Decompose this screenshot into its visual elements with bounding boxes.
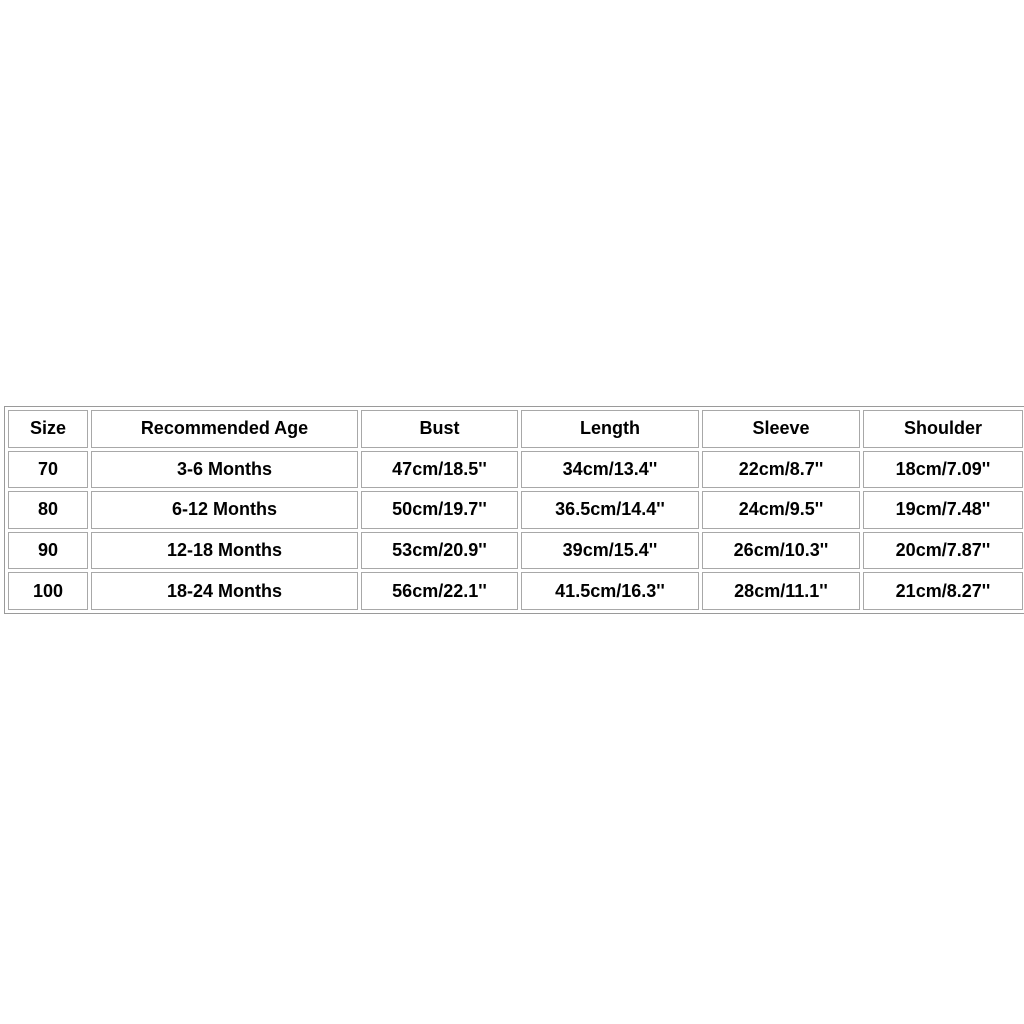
cell-size: 80	[8, 491, 88, 529]
cell-length: 34cm/13.4''	[521, 451, 699, 489]
cell-recommended-age: 12-18 Months	[91, 532, 358, 570]
cell-bust: 56cm/22.1''	[361, 572, 518, 610]
cell-shoulder: 18cm/7.09''	[863, 451, 1023, 489]
cell-recommended-age: 18-24 Months	[91, 572, 358, 610]
table-row	[8, 491, 1023, 529]
table-row	[8, 532, 1023, 570]
cell-length: 36.5cm/14.4''	[521, 491, 699, 529]
cell-size: 90	[8, 532, 88, 570]
header-length: Length	[521, 410, 699, 448]
cell-recommended-age: 6-12 Months	[91, 491, 358, 529]
cell-recommended-age: 3-6 Months	[91, 451, 358, 489]
header-recommended-age: Recommended Age	[91, 410, 358, 448]
cell-bust: 53cm/20.9''	[361, 532, 518, 570]
table-row	[8, 572, 1023, 610]
cell-bust: 47cm/18.5''	[361, 451, 518, 489]
cell-sleeve: 22cm/8.7''	[702, 451, 860, 489]
header-size: Size	[8, 410, 88, 448]
table-row	[8, 451, 1023, 489]
header-bust: Bust	[361, 410, 518, 448]
cell-size: 100	[8, 572, 88, 610]
cell-shoulder: 20cm/7.87''	[863, 532, 1023, 570]
cell-shoulder: 19cm/7.48''	[863, 491, 1023, 529]
cell-length: 41.5cm/16.3''	[521, 572, 699, 610]
header-sleeve: Sleeve	[702, 410, 860, 448]
cell-length: 39cm/15.4''	[521, 532, 699, 570]
cell-shoulder: 21cm/8.27''	[863, 572, 1023, 610]
cell-size: 70	[8, 451, 88, 489]
size-chart-table	[4, 406, 1024, 614]
cell-sleeve: 24cm/9.5''	[702, 491, 860, 529]
cell-sleeve: 28cm/11.1''	[702, 572, 860, 610]
table-header-row	[8, 410, 1023, 448]
cell-sleeve: 26cm/10.3''	[702, 532, 860, 570]
header-shoulder: Shoulder	[863, 410, 1023, 448]
cell-bust: 50cm/19.7''	[361, 491, 518, 529]
